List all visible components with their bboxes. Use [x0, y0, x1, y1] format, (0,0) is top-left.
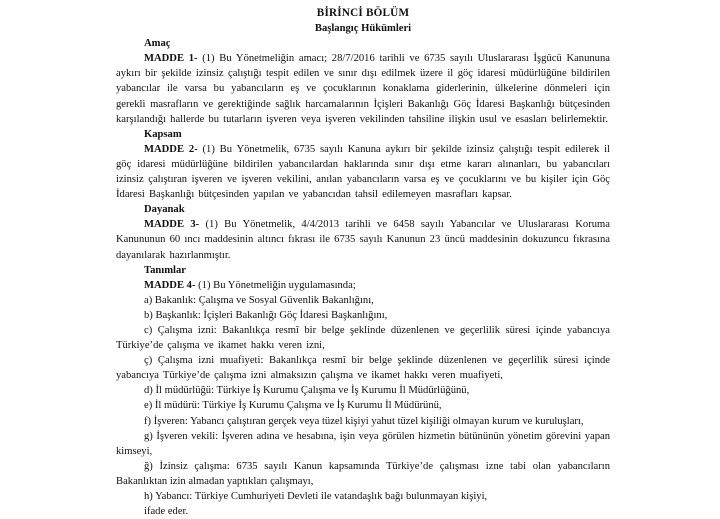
- definition-item: a) Bakanlık: Çalışma ve Sosyal Güvenlik Bakanlığını,: [144, 294, 374, 306]
- article-1: [116, 51, 610, 126]
- definition-item: c) Çalışma izni: Bakanlıkça resmî bir belge şeklinde düzenlenen ve geçerlilik süresi içinde yabancıya Türkiye’de çalışma ve ikamet hakkı veren izni,: [116, 324, 610, 352]
- chapter-title: BİRİNCİ BÖLÜM: [316, 7, 410, 19]
- article-number: MADDE 2-: [144, 143, 198, 155]
- article-number: MADDE 3-: [144, 219, 200, 231]
- section-heading-amac: Amaç: [144, 38, 171, 50]
- definition-item: g) İşveren vekili: İşveren adına ve hesabına, işin veya görülen hizmetin bütününün yönetim görevini yapan kimseyi,: [116, 430, 610, 457]
- definition-item: ç) Çalışma izni muafiyeti: Bakanlıkça resmî bir belge şeklinde düzenlenen ve geçerlilik süresi içinde yabancıya Türkiye’de çalışma izni almaksızın çalışma ve ikamet hakkı veren muafiyeti,: [116, 355, 610, 382]
- article-text: (1) Bu Yönetmelik, 6735 sayılı Kanuna aykırı bir şekilde izinsiz çalıştığı tespit edilerek il göç idaresi müdürlüğüne bildirilen yabancılardan haklarında sınır dışı etme kararı alınanları, bu yabancıları izinsiz çalıştıran işveren ve işveren vekilini, anılan yabancıların varsa eş ve çocuklarını ve bu kişiler için Göç İdaresi Başkanlığı bütçesinden yapılan ve yabancıdan tahsil edilemeyen masrafları kapsar.: [116, 143, 610, 201]
- section-heading-dayanak: Dayanak: [144, 204, 185, 216]
- article-2: [116, 142, 610, 202]
- definition-item: f) İşveren: Yabancı çalıştıran gerçek veya tüzel kişiyi yahut tüzel kişiliği olmayan kurum ve kuruluşları,: [144, 415, 584, 427]
- article-text: (1) Bu Yönetmelik, 4/4/2013 tarihli ve 6458 sayılı Yabancılar ve Uluslararası Koruma Kanununun 60 ıncı maddesinin altıncı fıkrası ile 6735 sayılı Kanunun 23 üncü maddesinin dokuzuncu fıkrasına dayanılarak hazırlanmıştır.: [116, 219, 610, 261]
- definition-item: ğ) İzinsiz çalışma: 6735 sayılı Kanun kapsamında Türkiye’de çalışması izne tabi olan yabancıların Bakanlıktan izin almadan yaptıkları çalışmayı,: [116, 460, 610, 487]
- section-heading-tanimlar: Tanımlar: [144, 264, 186, 276]
- article-text: (1) Bu Yönetmeliğin amacı; 28/7/2016 tarihli ve 6735 sayılı Uluslararası İşgücü Kanununa aykırı bir şekilde izinsiz çalıştığı tespit edilen ve sınır dışı edilmek üzere il göç idaresi müdürlüğüne bildirilen yabancılar ile varsa bu yabancıların eş ve çocuklarının konaklama giderlerinin, ülkelerine dönmeleri için gerekli masrafların ve gerektiğinde sağlık harcamalarının İçişleri Bakanlığı Göç İdaresi Başkanlığı bütçesinden karşılandığı hallerde bu tutarların işveren veya işveren vekilinden tahsiline ilişkin usul ve esasları belirlemektir.: [116, 53, 610, 125]
- definition-item: e) İl müdürü: Türkiye İş Kurumu Çalışma ve İş Kurumu İl Müdürünü,: [144, 400, 442, 412]
- section-heading-kapsam: Kapsam: [144, 128, 182, 140]
- definition-item: b) Başkanlık: İçişleri Bakanlığı Göç İdaresi Başkanlığını,: [144, 309, 388, 321]
- article-4: [116, 278, 610, 293]
- definition-item: h) Yabancı: Türkiye Cumhuriyeti Devleti ile vatandaşlık bağı bulunmayan kişiyi,: [144, 491, 488, 502]
- article-text: (1) Bu Yönetmeliğin uygulamasında;: [195, 279, 356, 291]
- document-body: [116, 6, 610, 519]
- chapter-subtitle: Başlangıç Hükümleri: [314, 23, 412, 35]
- definition-closing: ifade eder.: [144, 506, 189, 518]
- article-number: MADDE 1-: [144, 53, 198, 65]
- article-number: MADDE 4-: [144, 279, 196, 291]
- definition-item: d) İl müdürlüğü: Türkiye İş Kurumu Çalışma ve İş Kurumu İl Müdürlüğünü,: [144, 385, 470, 397]
- article-3: [116, 217, 610, 262]
